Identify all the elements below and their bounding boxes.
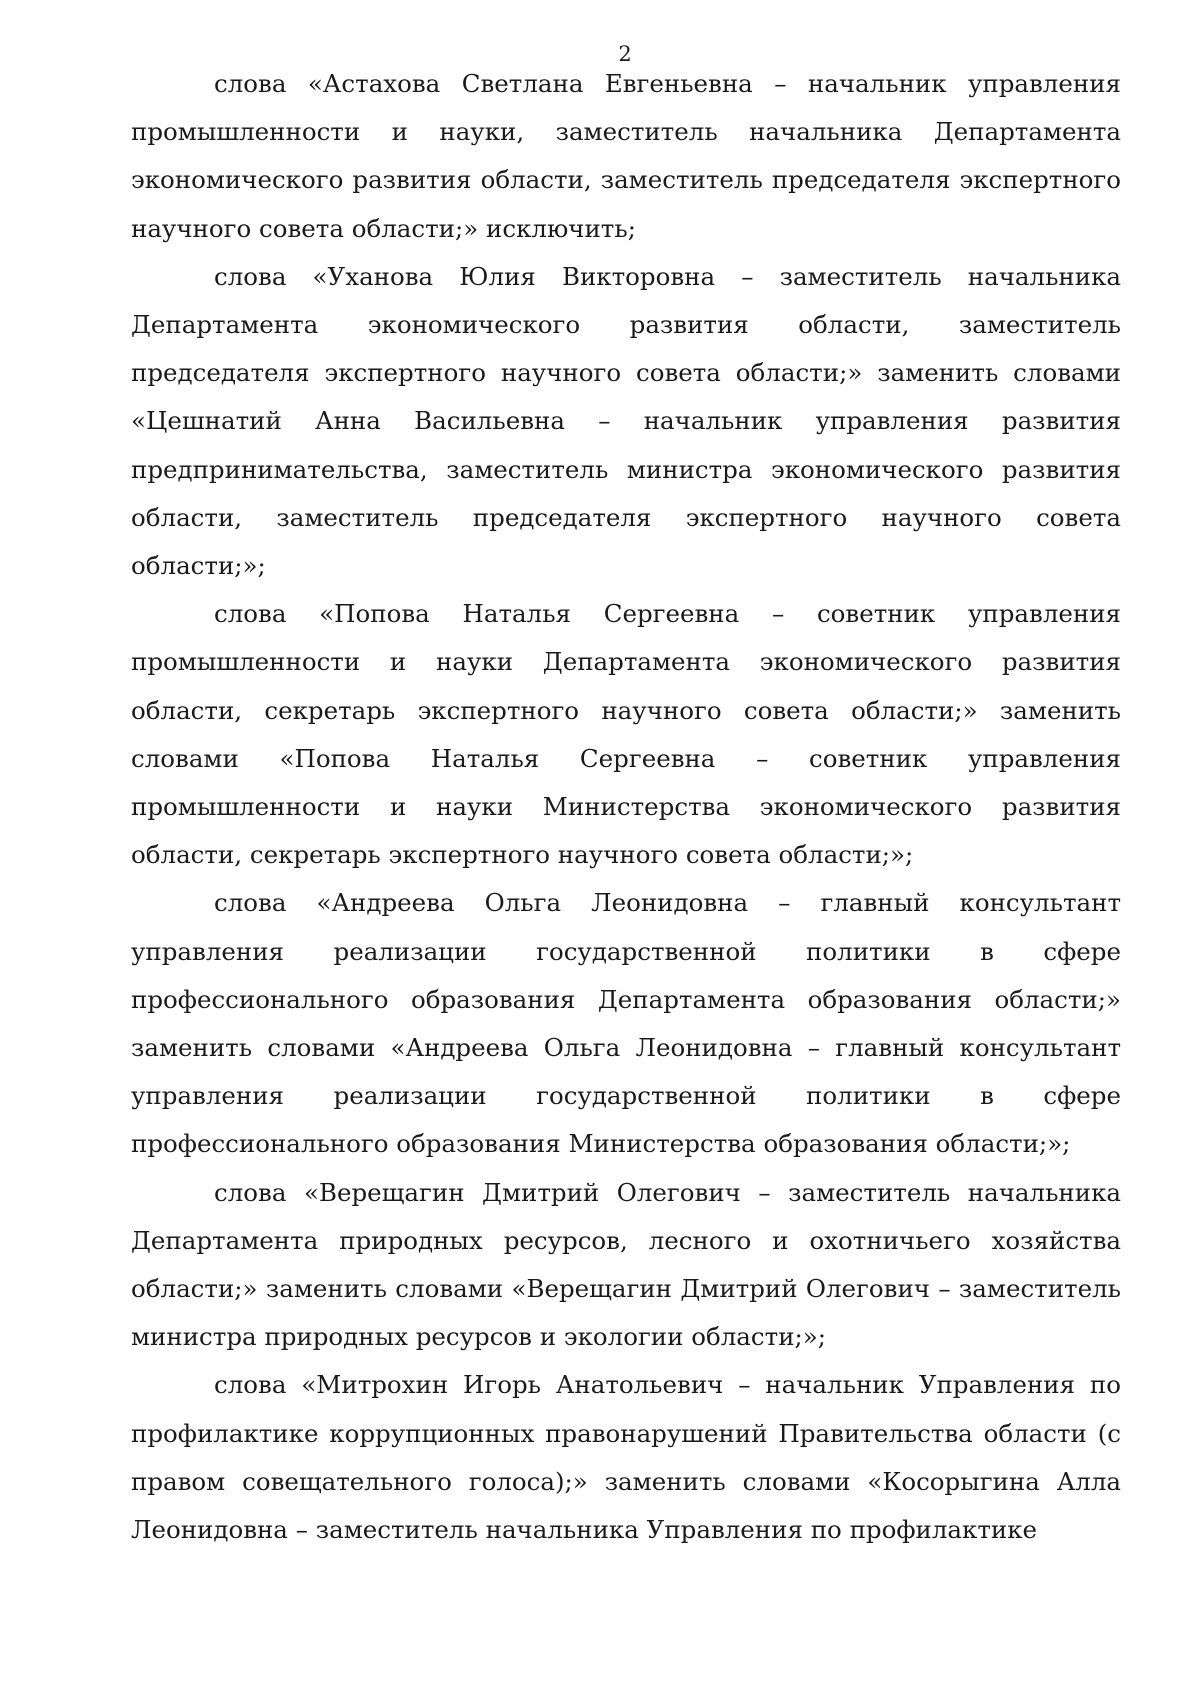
paragraph-astakhova: слова «Астахова Светлана Евгеньевна – начальник управления промышленности и науки, заместитель начальника Департамента экономического развития области, заместитель председателя экспертного научного совета области;» исключить; <box>131 69 1121 243</box>
document-body <box>131 60 1121 1554</box>
paragraph-ukhanova: слова «Уханова Юлия Викторовна – заместитель начальника Департамента экономического развития области, заместитель председателя экспертного научного совета области;» заменить словами «Цешнатий Анна Васильевна – начальник управления развития предпринимательства, заместитель министра экономического развития области, заместитель председателя экспертного научного совета области;»; <box>131 261 1121 581</box>
page-number: 2 <box>618 42 632 66</box>
paragraph-mitrokhin: слова «Митрохин Игорь Анатольевич – начальник Управления по профилактике коррупционных правонарушений Правительства области (с правом совещательного голоса);» заменить словами «Косорыгина Алла Леонидовна – заместитель начальника Управления по профилактике <box>131 1370 1121 1545</box>
paragraph-vereshchagin: слова «Верещагин Дмитрий Олегович – заместитель начальника Департамента природных ресурсов, лесного и охотничьего хозяйства области;» заменить словами «Верещагин Дмитрий Олегович – заместитель министра природных ресурсов и экологии области;»; <box>131 1177 1121 1352</box>
paragraph-popova: слова «Попова Наталья Сергеевна – советник управления промышленности и науки Департамента экономического развития области, секретарь экспертного научного совета области;» заменить словами «Попова Наталья Сергеевна – советник управления промышленности и науки Министерства экономического развития области, секретарь экспертного научного совета области;»; <box>131 599 1121 870</box>
paragraph-andreeva: слова «Андреева Ольга Леонидовна – главный консультант управления реализации государственной политики в сфере профессионального образования Департамента образования области;» заменить словами «Андреева Ольга Леонидовна – главный консультант управления реализации государственной политики в сфере профессионального образования Министерства образования области;»; <box>131 888 1121 1159</box>
